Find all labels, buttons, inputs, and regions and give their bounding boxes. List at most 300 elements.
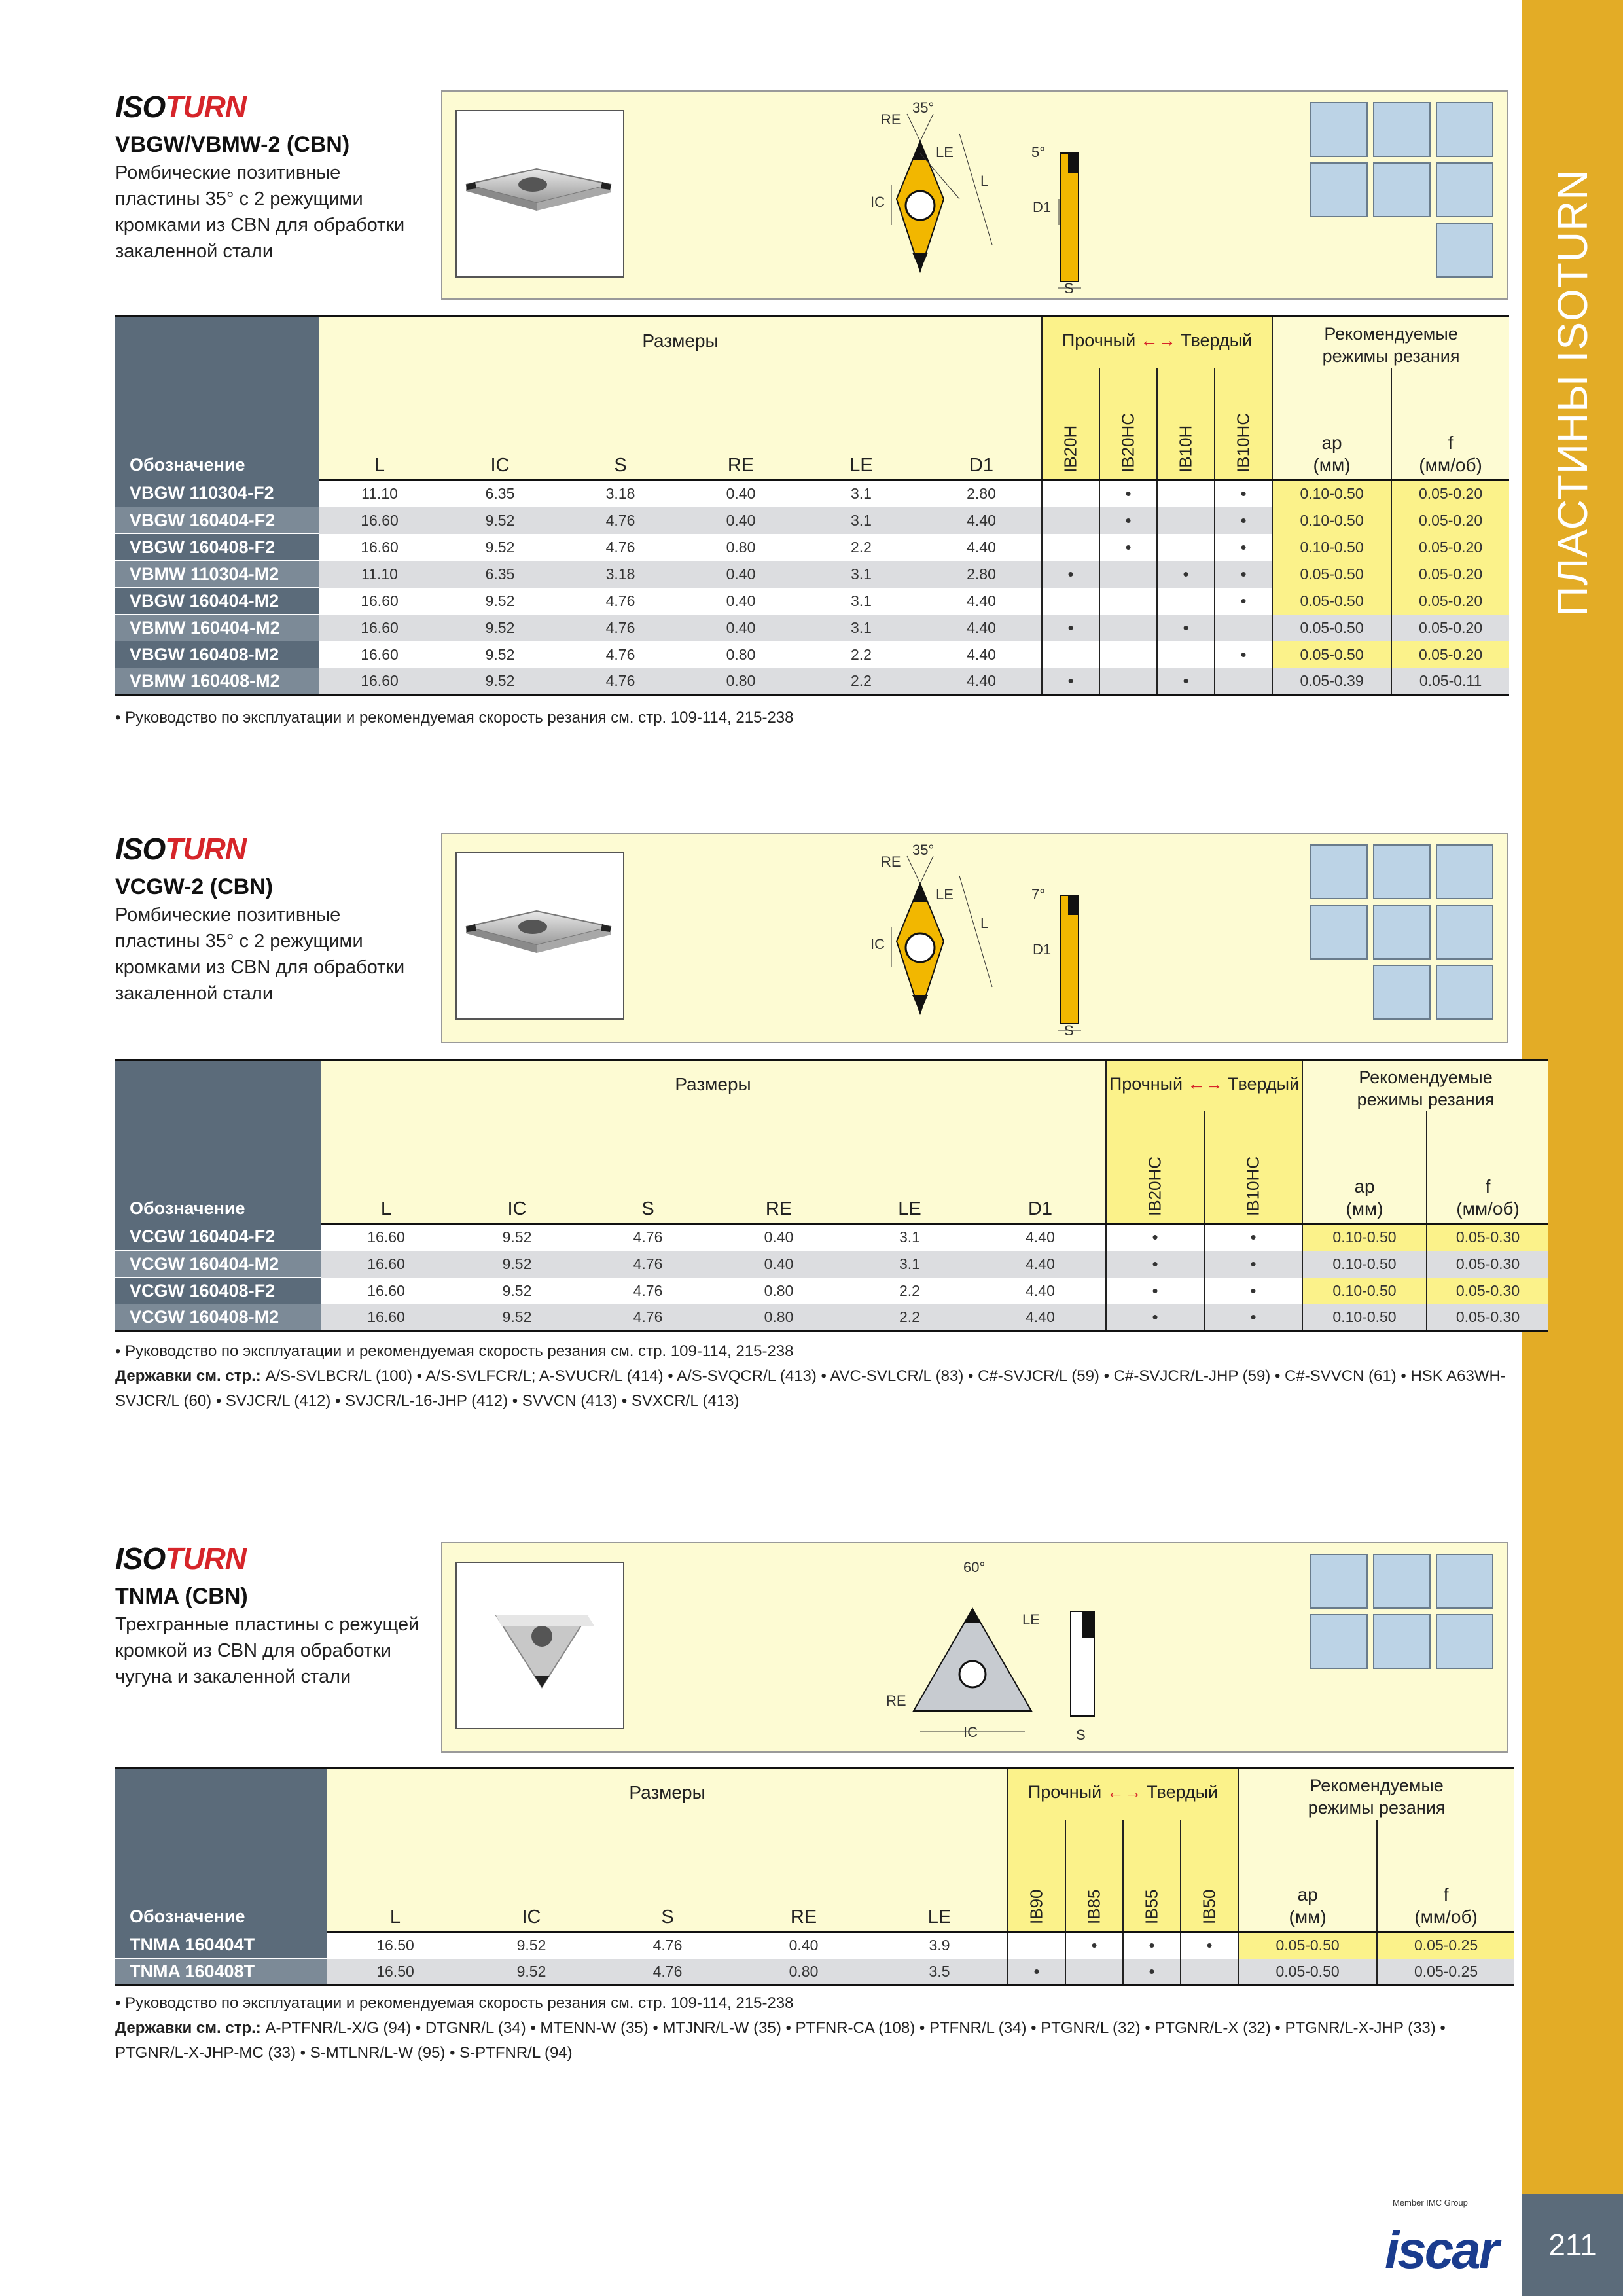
application-icon	[1373, 1614, 1431, 1669]
table-cell: TNMA 160404T	[115, 1932, 327, 1959]
table-cell: 0.05-0.39	[1272, 668, 1391, 695]
table-cell: TNMA 160408T	[115, 1959, 327, 1986]
table-cell: VCGW 160404-F2	[115, 1224, 321, 1251]
col-header: LE	[844, 1111, 975, 1224]
table-cell: 3.1	[801, 615, 921, 641]
section-tnma	[115, 1541, 1509, 2130]
table-cell: 6.35	[440, 480, 560, 507]
application-icon	[1436, 1554, 1493, 1609]
table-cell	[1157, 480, 1215, 507]
table-cell: 0.10-0.50	[1272, 480, 1391, 507]
col-header: S	[560, 368, 681, 480]
grade-header: IB85	[1065, 1820, 1123, 1932]
recommended-header: Рекомендуемые режимы резания	[1272, 317, 1509, 368]
table-cell: 3.1	[801, 588, 921, 615]
svg-text:L: L	[980, 915, 989, 931]
table-cell: 0.80	[681, 641, 801, 668]
table-cell: 0.05-0.25	[1377, 1932, 1514, 1959]
holders-label: Державки см. стр.:	[115, 2019, 261, 2037]
section-vbgw	[115, 89, 1509, 726]
f-header: f (мм/об)	[1377, 1820, 1514, 1932]
col-header: D1	[921, 368, 1042, 480]
table-cell: 0.05-0.20	[1391, 561, 1509, 588]
table-cell: 0.05-0.11	[1391, 668, 1509, 695]
svg-text:S: S	[1064, 1022, 1074, 1039]
table-cell: 4.76	[582, 1224, 713, 1251]
table-cell: VCGW 160408-F2	[115, 1278, 321, 1304]
isoturn-brand: ISOTURN	[115, 90, 247, 124]
table-cell	[1215, 668, 1272, 695]
isoturn-brand: ISOTURN	[115, 1541, 247, 1575]
svg-text:RE: RE	[886, 1693, 906, 1709]
table-cell: •	[1099, 480, 1157, 507]
application-icon	[1373, 162, 1431, 217]
svg-text:D1: D1	[1033, 941, 1052, 958]
table-cell: 4.76	[582, 1304, 713, 1331]
table-cell: 16.60	[319, 615, 440, 641]
svg-text:IC: IC	[870, 936, 885, 952]
product-description: Ромбические позитивные пластины 35° с 2 режущими кромками из CBN для обработки закаленной стали	[115, 162, 405, 262]
table-cell: 2.2	[801, 641, 921, 668]
table-row	[115, 668, 1509, 695]
ap-header: ap (мм)	[1302, 1111, 1427, 1224]
application-icon	[1436, 905, 1493, 960]
svg-text:LE: LE	[936, 886, 954, 903]
svg-text:LE: LE	[936, 144, 954, 160]
table-cell	[1215, 615, 1272, 641]
table-cell	[1157, 588, 1215, 615]
table-cell: 16.50	[327, 1932, 463, 1959]
col-header: IC	[440, 368, 560, 480]
table-cell: 16.60	[321, 1224, 452, 1251]
spec-table	[115, 1767, 1514, 1986]
grades-header: Прочный ←→ Твердый	[1106, 1060, 1302, 1111]
holders-label: Державки см. стр.:	[115, 1367, 261, 1385]
table-cell: 3.9	[872, 1932, 1008, 1959]
table-cell: 0.05-0.20	[1391, 534, 1509, 561]
svg-text:35°: 35°	[912, 99, 935, 116]
grades-header: Прочный ←→ Твердый	[1008, 1768, 1238, 1820]
table-cell: 16.60	[319, 507, 440, 534]
table-cell: 4.76	[560, 615, 681, 641]
table-cell: 0.40	[681, 480, 801, 507]
table-cell: •	[1215, 507, 1272, 534]
application-icon	[1373, 905, 1431, 960]
svg-text:60°: 60°	[963, 1559, 986, 1575]
application-icons	[1310, 1554, 1507, 1750]
table-cell: 4.40	[921, 668, 1042, 695]
product-title: TNMA (CBN)	[115, 1584, 248, 1609]
table-cell: 0.05-0.50	[1272, 588, 1391, 615]
table-cell: •	[1065, 1932, 1123, 1959]
table-cell	[1157, 534, 1215, 561]
table-cell: 0.40	[681, 588, 801, 615]
table-cell: 9.52	[440, 668, 560, 695]
table-cell: VBGW 160408-F2	[115, 534, 319, 561]
insert-drawing	[868, 836, 1143, 1039]
product-description: Трехгранные пластины с режущей кромкой из CBN для обработки чугуна и закаленной стали	[115, 1614, 419, 1687]
table-row	[115, 588, 1509, 615]
application-icon	[1436, 1614, 1493, 1669]
grade-header: IB20HC	[1106, 1111, 1204, 1224]
table-cell: 0.05-0.50	[1238, 1932, 1377, 1959]
table-cell: •	[1204, 1251, 1302, 1278]
table-cell: 3.1	[844, 1224, 975, 1251]
table-cell: •	[1157, 561, 1215, 588]
table-cell: •	[1099, 534, 1157, 561]
table-cell: 3.18	[560, 480, 681, 507]
col-header: RE	[713, 1111, 844, 1224]
table-cell: 9.52	[452, 1251, 582, 1278]
table-cell	[1099, 615, 1157, 641]
table-cell: 0.05-0.30	[1427, 1278, 1548, 1304]
application-icon	[1310, 905, 1368, 960]
svg-text:LE: LE	[1022, 1611, 1040, 1628]
grades-header: Прочный ←→ Твердый	[1042, 317, 1272, 368]
f-header: f (мм/об)	[1391, 368, 1509, 480]
application-icon	[1436, 102, 1493, 157]
grade-header: IB20HC	[1099, 368, 1157, 480]
table-cell: VCGW 160408-M2	[115, 1304, 321, 1331]
table-row	[115, 561, 1509, 588]
table-cell: •	[1157, 668, 1215, 695]
designation-header: Обозначение	[115, 317, 319, 480]
col-header: LE	[801, 368, 921, 480]
table-cell: 2.80	[921, 561, 1042, 588]
svg-text:L: L	[980, 173, 989, 189]
table-cell	[1008, 1932, 1065, 1959]
section-vcgw	[115, 831, 1520, 1420]
insert-photo	[455, 110, 624, 278]
svg-text:S: S	[1076, 1727, 1086, 1743]
table-cell: 9.52	[440, 588, 560, 615]
grade-header: IB10HC	[1215, 368, 1272, 480]
col-header: RE	[681, 368, 801, 480]
col-header: IC	[452, 1111, 582, 1224]
table-cell: 2.2	[844, 1304, 975, 1331]
table-cell: 0.80	[681, 668, 801, 695]
usage-note: • Руководство по эксплуатации и рекомендуемая скорость резания см. стр. 109-114, 215-238 Державки см. стр.: A/S-SVLBCR/L (100) • A/S-SVLFCR/L; A-SVUCR/L (414) • A/S-SVQCR/L (413) • AVC-SVLCR/L (83) • C#-SVJCR/L (59) • C#-SVJCR/L-JHP (59) • C#-SVVCN (61) • HSK A63WH-SVJCR/L (60) • SVJCR/L (412) • SVJCR/L-16-JHP (412) • SVVCN (413) • SVXCR/L (413)	[115, 1342, 1506, 1410]
table-cell: •	[1042, 615, 1099, 641]
table-cell	[1065, 1959, 1123, 1986]
table-cell: 9.52	[452, 1224, 582, 1251]
spec-table	[115, 315, 1509, 696]
table-cell: 0.05-0.50	[1272, 561, 1391, 588]
table-cell: VBMW 160408-M2	[115, 668, 319, 695]
table-cell: 11.10	[319, 561, 440, 588]
table-cell: VBGW 160408-M2	[115, 641, 319, 668]
table-cell: 0.05-0.30	[1427, 1304, 1548, 1331]
table-cell: 0.10-0.50	[1302, 1224, 1427, 1251]
table-cell: •	[1008, 1959, 1065, 1986]
table-cell	[1099, 561, 1157, 588]
table-cell	[1099, 588, 1157, 615]
iscar-logo	[1380, 2194, 1517, 2296]
table-row	[115, 641, 1509, 668]
table-cell: 9.52	[463, 1959, 599, 1986]
table-cell: 3.1	[844, 1251, 975, 1278]
table-row	[115, 534, 1509, 561]
grade-header: IB10H	[1157, 368, 1215, 480]
table-cell: 0.05-0.50	[1272, 641, 1391, 668]
table-row	[115, 507, 1509, 534]
svg-text:S: S	[1064, 280, 1074, 296]
table-cell: 16.60	[319, 534, 440, 561]
table-row	[115, 480, 1509, 507]
table-cell: 4.76	[599, 1932, 736, 1959]
col-header: L	[327, 1820, 463, 1932]
designation-header: Обозначение	[115, 1768, 327, 1932]
table-cell: •	[1042, 668, 1099, 695]
table-cell: VBMW 160404-M2	[115, 615, 319, 641]
table-cell: 0.05-0.30	[1427, 1224, 1548, 1251]
logo-wordmark: iscar	[1385, 2221, 1497, 2279]
table-cell: •	[1215, 588, 1272, 615]
table-cell: •	[1157, 615, 1215, 641]
table-cell: 9.52	[440, 507, 560, 534]
table-cell	[1099, 668, 1157, 695]
table-cell: •	[1106, 1278, 1204, 1304]
svg-text:RE: RE	[881, 853, 901, 870]
application-icon	[1310, 162, 1368, 217]
col-header: LE	[872, 1820, 1008, 1932]
table-cell: •	[1204, 1304, 1302, 1331]
product-title: VCGW-2 (CBN)	[115, 874, 274, 899]
table-cell: VBMW 110304-M2	[115, 561, 319, 588]
designation-header: Обозначение	[115, 1060, 321, 1224]
table-cell: 0.40	[681, 507, 801, 534]
table-cell	[1042, 480, 1099, 507]
usage-note: • Руководство по эксплуатации и рекомендуемая скорость резания см. стр. 109-114, 215-238	[115, 709, 794, 726]
recommended-header: Рекомендуемые режимы резания	[1302, 1060, 1548, 1111]
col-header: L	[319, 368, 440, 480]
table-cell: 4.40	[921, 615, 1042, 641]
holders-list: A/S-SVLBCR/L (100) • A/S-SVLFCR/L; A-SVUCR/L (414) • A/S-SVQCR/L (413) • AVC-SVLCR/L (83) • C#-SVJCR/L (59) • C#-SVJCR/L-JHP (59) • C#-SVVCN (61) • HSK A63WH-SVJCR/L (60) • SVJCR/L (412) • SVJCR/L-16-JHP (412) • SVVCN (413) • SVXCR/L (413)	[115, 1367, 1506, 1410]
table-cell	[1099, 641, 1157, 668]
table-cell: 2.2	[801, 534, 921, 561]
application-icon	[1310, 844, 1368, 899]
isoturn-brand: ISOTURN	[115, 832, 247, 866]
table-cell: •	[1106, 1224, 1204, 1251]
ap-header: ap (мм)	[1272, 368, 1391, 480]
table-cell: 0.05-0.20	[1391, 507, 1509, 534]
table-cell: •	[1215, 561, 1272, 588]
table-cell: 0.40	[713, 1224, 844, 1251]
table-cell: 16.50	[327, 1959, 463, 1986]
col-header: RE	[736, 1820, 872, 1932]
table-cell: 0.80	[736, 1959, 872, 1986]
svg-text:35°: 35°	[912, 842, 935, 858]
col-header: S	[599, 1820, 736, 1932]
insert-drawing	[868, 1546, 1143, 1749]
svg-text:RE: RE	[881, 111, 901, 128]
col-header: IC	[463, 1820, 599, 1932]
table-cell	[1042, 507, 1099, 534]
application-icon	[1373, 965, 1431, 1020]
table-cell: 4.40	[975, 1251, 1106, 1278]
table-cell: 4.40	[921, 507, 1042, 534]
grade-header: IB55	[1123, 1820, 1181, 1932]
table-cell: 2.80	[921, 480, 1042, 507]
table-row	[115, 1224, 1548, 1251]
table-cell: 0.05-0.50	[1272, 615, 1391, 641]
table-cell: •	[1123, 1959, 1181, 1986]
insert-drawing	[868, 94, 1143, 297]
product-info-box	[441, 90, 1508, 300]
table-cell: •	[1106, 1251, 1204, 1278]
table-cell: 0.10-0.50	[1272, 507, 1391, 534]
table-cell: 2.2	[801, 668, 921, 695]
table-cell: 6.35	[440, 561, 560, 588]
table-cell	[1042, 534, 1099, 561]
table-cell: 0.40	[736, 1932, 872, 1959]
table-cell: 11.10	[319, 480, 440, 507]
table-cell: 4.40	[975, 1278, 1106, 1304]
table-cell: VBGW 110304-F2	[115, 480, 319, 507]
grade-header: IB50	[1181, 1820, 1238, 1932]
product-description: Ромбические позитивные пластины 35° с 2 режущими кромками из CBN для обработки закаленной стали	[115, 905, 405, 1004]
product-info-box	[441, 833, 1508, 1043]
product-title: VBGW/VBMW-2 (CBN)	[115, 132, 350, 157]
sidebar-title: ПЛАСТИНЫ ISOTURN	[1549, 169, 1596, 617]
table-cell: 0.40	[681, 561, 801, 588]
table-cell: 0.10-0.50	[1302, 1304, 1427, 1331]
application-icon	[1436, 965, 1493, 1020]
table-cell: 0.05-0.20	[1391, 615, 1509, 641]
table-cell: 9.52	[452, 1304, 582, 1331]
table-cell: 0.05-0.20	[1391, 480, 1509, 507]
table-cell: VCGW 160404-M2	[115, 1251, 321, 1278]
table-cell: 0.05-0.30	[1427, 1251, 1548, 1278]
table-cell: 0.80	[681, 534, 801, 561]
table-cell: 16.60	[319, 641, 440, 668]
table-cell: •	[1042, 561, 1099, 588]
application-icon	[1436, 223, 1493, 278]
page-number: 211	[1522, 2194, 1623, 2296]
table-cell: 4.40	[975, 1224, 1106, 1251]
table-cell: 0.05-0.25	[1377, 1959, 1514, 1986]
application-icon	[1310, 1554, 1368, 1609]
svg-text:IC: IC	[963, 1724, 978, 1740]
table-cell: •	[1215, 480, 1272, 507]
table-cell: 0.10-0.50	[1272, 534, 1391, 561]
application-icon	[1373, 844, 1431, 899]
table-cell: 9.52	[440, 615, 560, 641]
table-cell: 9.52	[452, 1278, 582, 1304]
insert-photo	[455, 1562, 624, 1729]
table-cell: 4.76	[582, 1251, 713, 1278]
table-cell	[1042, 588, 1099, 615]
member-text: Member IMC Group	[1393, 2198, 1468, 2208]
table-cell: 0.10-0.50	[1302, 1251, 1427, 1278]
recommended-header: Рекомендуемые режимы резания	[1238, 1768, 1514, 1820]
table-cell: 4.76	[560, 507, 681, 534]
dimensions-header: Размеры	[321, 1060, 1106, 1111]
table-cell: 3.1	[801, 480, 921, 507]
table-cell: 3.5	[872, 1959, 1008, 1986]
application-icon	[1310, 1614, 1368, 1669]
table-cell: VBGW 160404-F2	[115, 507, 319, 534]
table-cell: 0.40	[713, 1251, 844, 1278]
table-row	[115, 1251, 1548, 1278]
table-cell	[1157, 507, 1215, 534]
table-cell: 4.76	[560, 641, 681, 668]
dimensions-header: Размеры	[327, 1768, 1008, 1820]
table-cell: 4.76	[599, 1959, 736, 1986]
table-cell: 4.76	[560, 668, 681, 695]
table-cell	[1042, 641, 1099, 668]
grade-header: IB10HC	[1204, 1111, 1302, 1224]
table-cell: •	[1215, 641, 1272, 668]
svg-text:D1: D1	[1033, 199, 1052, 215]
table-cell: 0.10-0.50	[1302, 1278, 1427, 1304]
product-info-box	[441, 1542, 1508, 1753]
table-cell: •	[1106, 1304, 1204, 1331]
table-cell: 3.18	[560, 561, 681, 588]
table-cell: •	[1204, 1224, 1302, 1251]
table-row	[115, 1932, 1514, 1959]
application-icon	[1436, 844, 1493, 899]
table-cell: 4.40	[921, 588, 1042, 615]
application-icons	[1310, 844, 1507, 1041]
table-cell: 16.60	[321, 1251, 452, 1278]
col-header: S	[582, 1111, 713, 1224]
table-row	[115, 615, 1509, 641]
svg-text:IC: IC	[870, 194, 885, 210]
table-cell: •	[1204, 1278, 1302, 1304]
svg-text:5°: 5°	[1031, 144, 1046, 160]
dimensions-header: Размеры	[319, 317, 1042, 368]
table-cell: 4.76	[582, 1278, 713, 1304]
table-cell: 16.60	[321, 1304, 452, 1331]
table-cell: 4.40	[921, 534, 1042, 561]
col-header: D1	[975, 1111, 1106, 1224]
table-cell: 9.52	[440, 641, 560, 668]
application-icon	[1373, 1554, 1431, 1609]
table-row	[115, 1278, 1548, 1304]
table-cell: 0.40	[681, 615, 801, 641]
table-cell: 0.05-0.20	[1391, 588, 1509, 615]
table-cell: 16.60	[319, 588, 440, 615]
table-cell	[1157, 641, 1215, 668]
application-icon	[1436, 162, 1493, 217]
table-cell: 4.40	[921, 641, 1042, 668]
f-header: f (мм/об)	[1427, 1111, 1548, 1224]
table-cell: 0.80	[713, 1304, 844, 1331]
spec-table	[115, 1059, 1548, 1332]
col-header: L	[321, 1111, 452, 1224]
ap-header: ap (мм)	[1238, 1820, 1377, 1932]
table-cell: 0.80	[713, 1278, 844, 1304]
table-cell: 4.76	[560, 534, 681, 561]
table-cell: 3.1	[801, 507, 921, 534]
application-icon	[1310, 102, 1368, 157]
table-cell	[1181, 1959, 1238, 1986]
table-cell: 4.40	[975, 1304, 1106, 1331]
table-cell: 3.1	[801, 561, 921, 588]
table-row	[115, 1304, 1548, 1331]
table-row	[115, 1959, 1514, 1986]
holders-list: A-PTFNR/L-X/G (94) • DTGNR/L (34) • MTENN-W (35) • MTJNR/L-W (35) • PTFNR-CA (108) • PTFNR/L (34) • PTGNR/L (32) • PTGNR/L-X (32) • PTGNR/L-X-JHP (33) • PTGNR/L-X-JHP-MC (33) • S-MTLNR/L-W (95) • S-PTFNR/L (94)	[115, 2019, 1446, 2062]
table-cell: •	[1099, 507, 1157, 534]
usage-note: • Руководство по эксплуатации и рекомендуемая скорость резания см. стр. 109-114, 215-238 Державки см. стр.: A-PTFNR/L-X/G (94) • DTGNR/L (34) • MTENN-W (35) • MTJNR/L-W (35) • PTFNR-CA (108) • PTFNR/L (34) • PTGNR/L (32) • PTGNR/L-X (32) • PTGNR/L-X-JHP (33) • PTGNR/L-X-JHP-MC (33) • S-MTLNR/L-W (95) • S-PTFNR/L (94)	[115, 1994, 1446, 2062]
application-icon	[1373, 102, 1431, 157]
application-icons	[1310, 102, 1507, 298]
svg-text:7°: 7°	[1031, 886, 1046, 903]
table-cell: 0.05-0.20	[1391, 641, 1509, 668]
table-cell: 9.52	[463, 1932, 599, 1959]
table-cell: 16.60	[319, 668, 440, 695]
